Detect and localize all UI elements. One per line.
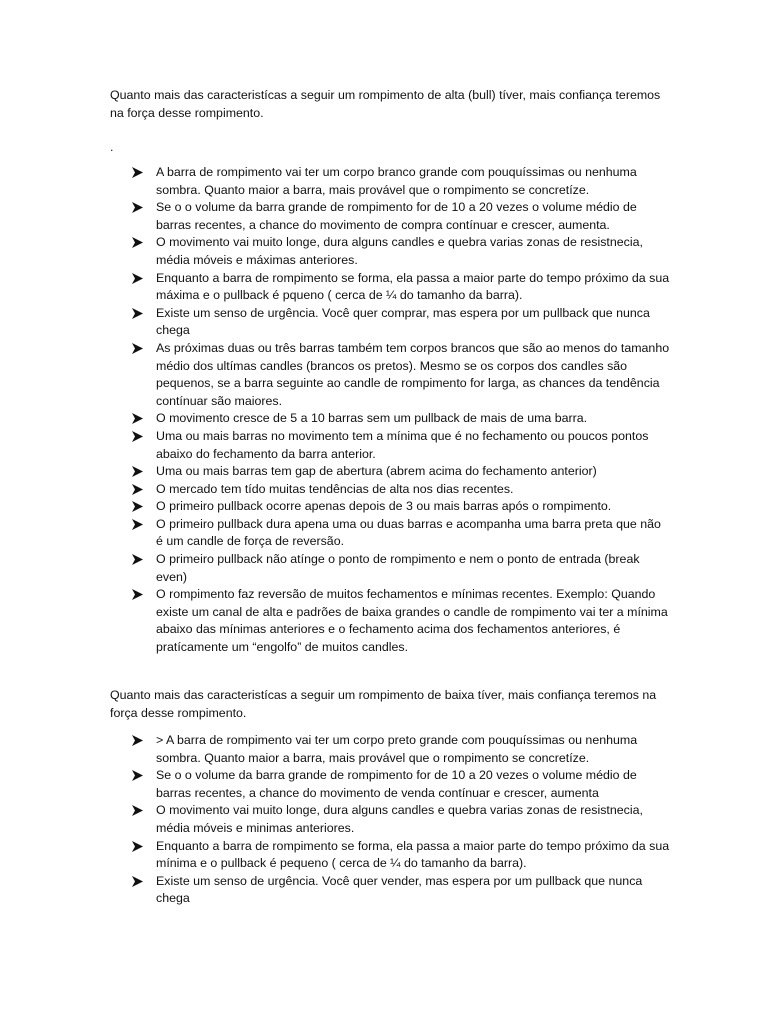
list-item-text: O primeiro pullback ocorre apenas depois de 3 ou mais barras após o rompimento.: [156, 499, 612, 514]
list-item: [130, 463, 670, 481]
list-item-text: O movimento vai muito longe, dura alguns candles e quebra varias zonas de resistnecia, média móveis e minimas anteriores.: [156, 803, 643, 835]
list-item-text: Se o o volume da barra grande de rompimento for de 10 a 20 vezes o volume médio de barras recentes, a chance do movimento de venda contínuar e crescer, aumenta: [156, 768, 637, 800]
list-item: [130, 586, 670, 656]
arrow-bullet-icon: [132, 841, 143, 852]
list-item: [130, 802, 670, 837]
list-item: [130, 164, 670, 199]
intro-bull-paragraph: Quanto mais das caracteristícas a seguir um rompimento de alta (bull) tíver, mais confiança teremos na força desse rompimento.: [110, 88, 661, 120]
list-item-text: O movimento cresce de 5 a 10 barras sem um pullback de mais de uma barra.: [156, 411, 588, 426]
arrow-bullet-icon: [132, 308, 143, 319]
list-item: [130, 270, 670, 305]
arrow-bullet-icon: [132, 770, 143, 781]
arrow-bullet-icon: [132, 501, 143, 512]
list-item-text: O rompimento faz reversão de muitos fechamentos e mínimas recentes. Exemplo: Quando existe um canal de alta e padrões de baixa grandes o candle de rompimento vai ter a mínima abaixo das mínimas anteriores e o fechamento acima dos fechamentos anteriores, é pratícamente um “engolfo” de muitos candles.: [156, 587, 668, 655]
arrow-bullet-icon: [132, 735, 143, 746]
list-item: [130, 340, 670, 410]
list-item-text: Uma ou mais barras no movimento tem a mínima que é no fechamento ou poucos pontos abaixo do fechamento da barra anterior.: [156, 428, 649, 461]
list-item: [130, 551, 670, 586]
list-item-text: Existe um senso de urgência. Você quer comprar, mas espera por um pullback que nunca chega: [156, 305, 650, 338]
list-item: [130, 873, 670, 908]
list-item-text: > A barra de rompimento vai ter um corpo preto grande com pouquíssimas ou nenhuma sombra. Quanto maior a barra, mais provável que o rompimento se concretíze.: [156, 733, 638, 765]
list-item: [130, 838, 670, 873]
arrow-bullet-icon: [132, 519, 143, 530]
list-item-text: Existe um senso de urgência. Você quer vender, mas espera por um pullback que nunca chega: [156, 873, 643, 906]
list-item-text: A barra de rompimento vai ter um corpo branco grande com pouquíssimas ou nenhuma sombra. Quanto maior a barra, mais provável que o rompimento se concretíze.: [156, 165, 637, 197]
arrow-bullet-icon: [132, 202, 143, 213]
bear-characteristics-list: [130, 732, 670, 908]
list-item-text: O primeiro pullback dura apena uma ou duas barras e acompanha uma barra preta que não é um candle de força de reversão.: [156, 516, 661, 549]
arrow-bullet-icon: [132, 484, 143, 495]
arrow-bullet-icon: [132, 554, 143, 565]
arrow-bullet-icon: [132, 167, 143, 178]
list-item-text: O primeiro pullback não atínge o ponto de rompimento e nem o ponto de entrada (break even): [156, 552, 640, 584]
list-item-text: Enquanto a barra de rompimento se forma, ela passa a maior parte do tempo próximo da sua máxima e o pullback é pqueno ( cerca de ¼ do tamanho da barra).: [156, 270, 670, 303]
arrow-bullet-icon: [132, 805, 143, 816]
arrow-bullet-icon: [132, 876, 143, 887]
list-item: [130, 305, 670, 340]
arrow-bullet-icon: [132, 343, 143, 354]
arrow-bullet-icon: [132, 466, 143, 477]
list-item: [130, 410, 670, 428]
list-item-text: O mercado tem tído muitas tendências de alta nos dias recentes.: [156, 481, 514, 496]
list-item: [130, 516, 670, 551]
arrow-bullet-icon: [132, 273, 143, 284]
list-item: [130, 428, 670, 463]
separator-dot: .: [110, 140, 114, 154]
list-item-text: As próximas duas ou três barras também tem corpos brancos que são ao menos do tamanho médio dos ultímas candles (brancos os pretos). Mesmo se os corpos dos candles são pequenos, se a barra seguinte ao candle de rompimento for larga, as chances da tendência contínuar são maiores.: [156, 340, 670, 408]
arrow-bullet-icon: [132, 413, 143, 424]
list-item-text: O movimento vai muito longe, dura alguns candles e quebra varias zonas de resistnecia, média móveis e máximas anteriores.: [156, 235, 643, 267]
list-item: [130, 498, 670, 516]
list-item-text: Uma ou mais barras tem gap de abertura (abrem acima do fechamento anterior): [156, 464, 597, 479]
arrow-bullet-icon: [132, 589, 143, 600]
list-item-text: Enquanto a barra de rompimento se forma, ela passa a maior parte do tempo próximo da sua mínima e o pullback é pequeno ( cerca de ¼ do tamanho da barra).: [156, 838, 670, 871]
arrow-bullet-icon: [132, 237, 143, 248]
arrow-bullet-icon: [132, 431, 143, 442]
list-item: [130, 767, 670, 802]
list-item: [130, 199, 670, 234]
list-item: [130, 481, 670, 499]
intro-bear-paragraph: Quanto mais das caracteristícas a seguir um rompimento de baixa tíver, mais confiança teremos na força desse rompimento.: [110, 688, 657, 720]
list-item: [130, 234, 670, 269]
list-item: [130, 732, 670, 767]
list-item-text: Se o o volume da barra grande de rompimento for de 10 a 20 vezes o volume médio de barras recentes, a chance do movimento de compra contínuar e crescer, aumenta.: [156, 200, 637, 232]
bull-characteristics-list: [130, 164, 670, 657]
